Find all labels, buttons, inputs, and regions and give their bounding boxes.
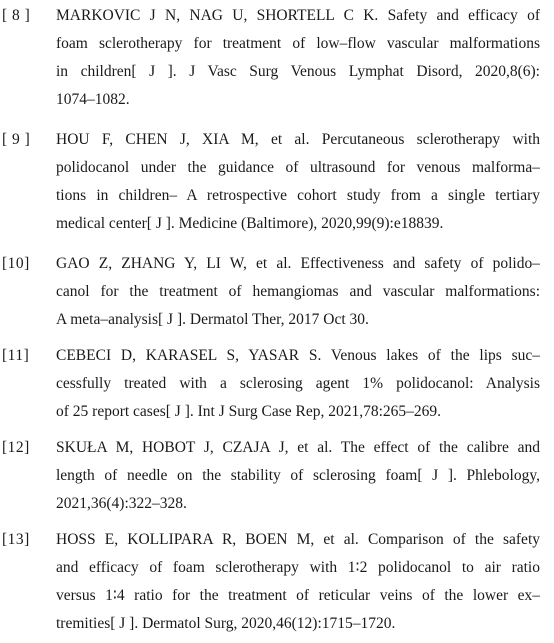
reference-number: [11] xyxy=(2,347,30,364)
reference-text-line: MARKOVIC J N, NAG U, SHORTELL C K. Safety and efficacy of xyxy=(56,7,540,24)
reference-text-line: in children[ J ]. J Vasc Surg Venous Lymphat Disord, 2020,8(6): xyxy=(56,63,540,80)
reference-text-line: HOSS E, KOLLIPARA R, BOEN M, et al. Comparison of the safety xyxy=(56,531,540,548)
reference-text-line: medical center[ J ]. Medicine (Baltimore), 2020,99(9):e18839. xyxy=(56,215,444,232)
reference-text-line: A meta–analysis[ J ]. Dermatol Ther, 2017 Oct 30. xyxy=(56,311,369,328)
reference-text-line: HOU F, CHEN J, XIA M, et al. Percutaneous sclerotherapy with xyxy=(56,131,540,148)
reference-text-line: CEBECI D, KARASEL S, YASAR S. Venous lakes of the lips suc– xyxy=(56,347,540,364)
reference-text-line: tions in children– A retrospective cohort study from a single tertiary xyxy=(56,187,540,204)
reference-number: [12] xyxy=(2,439,30,456)
reference-text-line: 2021,36(4):322–328. xyxy=(56,495,187,512)
reference-text-line: SKUŁA M, HOBOT J, CZAJA J, et al. The effect of the calibre and xyxy=(56,439,540,456)
reference-number: [ 9 ] xyxy=(2,131,31,148)
reference-text-line: GAO Z, ZHANG Y, LI W, et al. Effectiveness and safety of polido– xyxy=(56,255,540,272)
reference-text-line: canol for the treatment of hemangiomas and vascular malformations: xyxy=(56,283,540,300)
reference-text-line: foam sclerotherapy for treatment of low–flow vascular malformations xyxy=(56,35,540,52)
reference-text-line: length of needle on the stability of sclerosing foam[ J ]. Phlebology, xyxy=(56,467,540,484)
reference-text-line: cessfully treated with a sclerosing agent 1% polidocanol: Analysis xyxy=(56,375,540,392)
reference-text-line: versus 1∶4 ratio for the treatment of reticular veins of the lower ex– xyxy=(56,587,540,604)
reference-number: [13] xyxy=(2,531,30,548)
reference-text-line: and efficacy of foam sclerotherapy with 1∶2 polidocanol to air ratio xyxy=(56,559,540,576)
reference-number: [ 8 ] xyxy=(2,7,31,24)
reference-text-line: tremities[ J ]. Dermatol Surg, 2020,46(12):1715–1720. xyxy=(56,615,396,632)
reference-text-line: polidocanol under the guidance of ultrasound for venous malforma– xyxy=(56,159,540,176)
reference-text-line: of 25 report cases[ J ]. Int J Surg Case Rep, 2021,78:265–269. xyxy=(56,403,442,420)
reference-text-line: 1074–1082. xyxy=(56,91,130,108)
reference-number: [10] xyxy=(2,255,30,272)
